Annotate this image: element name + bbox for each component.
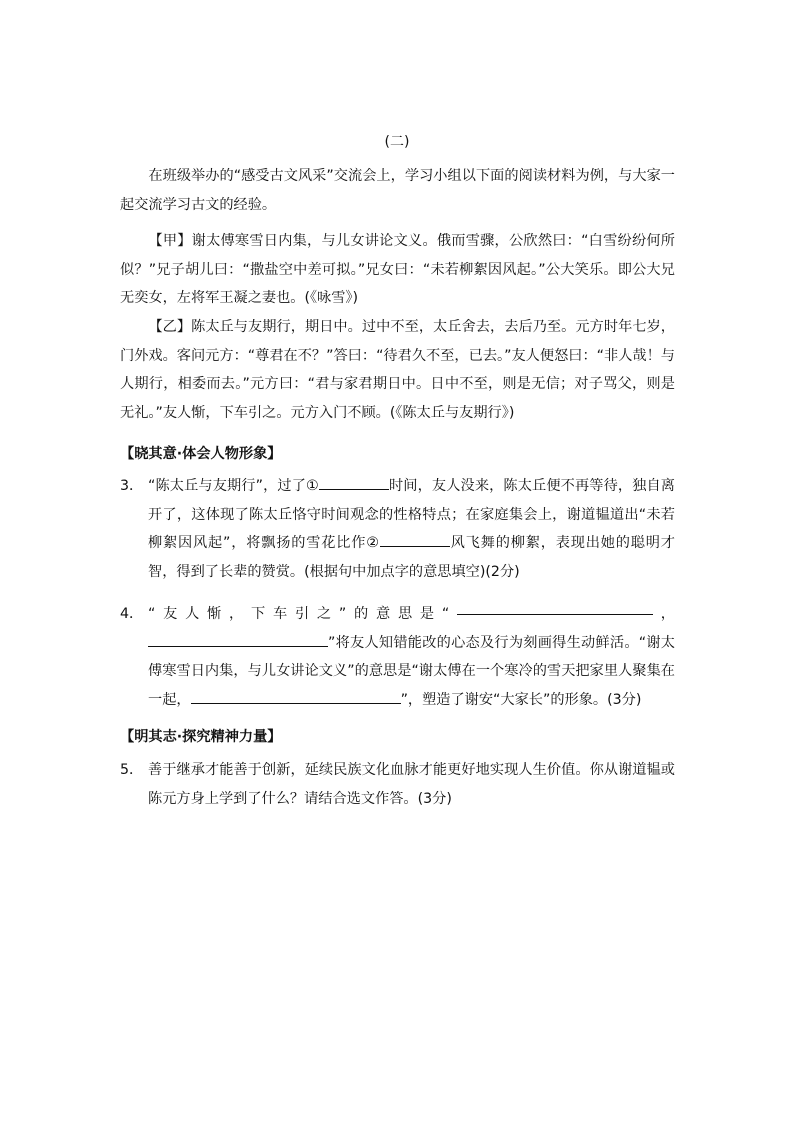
intro-paragraph: 在班级举办的“感受古文风采”交流会上，学习小组以下面的阅读材料为例，与大家一起交流学习古文的经验。 <box>120 168 675 213</box>
q4-char: ” <box>338 606 347 622</box>
question-4-text-2: ”将友人知错能改的心态及行为刻画得生动鲜活。“谢太傅寒雪日内集，与儿女讲论文义”的意思是“谢太傅在一个寒冷的雪天把家里人聚集在一起， <box>148 634 675 708</box>
question-5 <box>120 756 675 813</box>
q4-char: “ <box>441 606 450 622</box>
question-3-number: 3． <box>120 478 144 494</box>
heading-explore-spirit: 【明其志·探究精神力量】 <box>120 729 282 745</box>
heading-understand-characters: 【晓其意·体会人物形象】 <box>120 446 282 462</box>
q4-char: 友 <box>163 606 178 622</box>
question-3-text-1: “陈太丘与友期行”，过了① <box>148 478 319 494</box>
answer-blank-4[interactable] <box>148 632 328 647</box>
section-title: (二) <box>384 134 410 150</box>
question-5-text: 善于继承才能善于创新，延续民族文化血脉才能更好地实现人生价值。你从谢道韫或陈元方身上学到了什么？请结合选文作答。(3分) <box>148 762 675 807</box>
q4-char: 是 <box>419 606 435 622</box>
q4-char: 惭 <box>207 606 222 622</box>
q4-char: 车 <box>272 606 288 622</box>
answer-blank-5[interactable] <box>191 689 401 704</box>
question-4-number: 4． <box>120 606 144 622</box>
q4-char: 引 <box>294 606 310 622</box>
question-3-text-3: 风飞舞的柳絮，表现出她的聪明才智，得到了长辈的赞赏。(根据句中加点字的意思填空)(2分) <box>148 535 675 580</box>
question-3-text-2: 时间，友人没来，陈太丘便不再等待，独自离开了，这体现了陈太丘恪守时间观念的性格特点；在家庭集会上，谢道韫道出“未若柳絮因风起”，将飘扬的雪花比作② <box>148 478 675 551</box>
q4-char: ， <box>229 606 244 622</box>
answer-blank-1[interactable] <box>319 475 389 490</box>
question-3-body <box>120 472 675 586</box>
q4-char: 人 <box>185 606 200 622</box>
answer-blank-2[interactable] <box>380 532 450 547</box>
q4-char: 意 <box>375 606 391 622</box>
question-4-text-3: ”，塑造了谢安“大家长”的形象。(3分) <box>400 691 642 708</box>
question-5-number: 5． <box>120 762 144 778</box>
q4-char: 之 <box>316 606 332 622</box>
question-3 <box>120 472 675 586</box>
question-4 <box>120 600 675 714</box>
q4-char: 的 <box>354 606 369 622</box>
question-4-body <box>120 600 675 714</box>
q4-comma: ， <box>660 606 675 622</box>
q4-char: “ <box>148 606 156 622</box>
question-4-lead-line <box>148 600 675 629</box>
q4-char: 思 <box>397 606 413 622</box>
answer-blank-3[interactable] <box>457 600 653 615</box>
q4-char: 下 <box>251 606 266 622</box>
passage-jia: 【甲】谢太傅寒雪日内集，与儿女讲论文义。俄而雪骤，公欣然曰：“白雪纷纷何所似？”兄子胡儿曰：“撒盐空中差可拟。”兄女曰：“未若柳絮因风起。”公大笑乐。即公大兄无奕女，左将军王凝之妻也。(《咏雪》) <box>120 233 675 306</box>
passage-yi: 【乙】陈太丘与友期行，期日中。过中不至，太丘舍去，去后乃至。元方时年七岁，门外戏。客问元方：“尊君在不？”答曰：“待君久不至，已去。”友人便怒曰：“非人哉！与人期行，相委而去。”元方曰：“君与家君期日中。日中不至，则是无信；对子骂父，则是无礼。”友人惭，下车引之。元方入门不顾。(《陈太丘与友期行》) <box>120 319 675 421</box>
